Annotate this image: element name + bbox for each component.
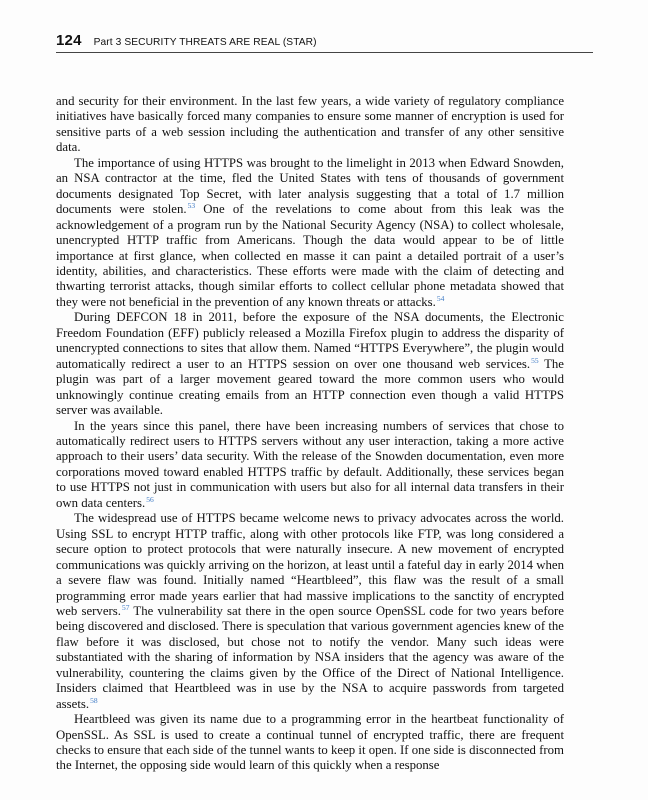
paragraph-3 [56,310,564,418]
paragraph-text: The plugin was part of a larger movement geared toward the more common users who would unknowingly continue creating emails from an HTTP connection even though a valid HTTPS server was available. [56,356,564,418]
body-text [56,94,564,774]
paragraph-text: One of the revelations to come about from this leak was the acknowledgement of a program run by the National Security Agency (NSA) to collect wholesale, unencrypted HTTP traffic from Americans. Though the data would appear to be of little importance at first glance, when collected en masse it can paint a detailed portrait of a user’s identity, abilities, and characteristics. These efforts were made with the claim of detecting and thwarting terrorist attacks, though similar efforts to collect cellular phone metadata showed that they were not beneficial in the prevention of any known threats or attacks. [56,202,564,309]
paragraph-text: and security for their environment. In the last few years, a wide variety of regulatory compliance initiatives have basically forced many companies to ensure some manner of encryption is used for sensitive parts of a web session including the authentication and transfer of any other sensitive data. [56,94,564,155]
paragraph-text: The importance of using HTTPS was brought to the limelight in 2013 when Edward Snowden, an NSA contractor at the time, fled the United States with tens of thousands of government documents designated Top Secret, with later analysis suggesting that a total of 1.7 million documents were stolen. [56,155,564,217]
footnote-ref-55[interactable]: 55 [531,355,539,365]
paragraph-text: The vulnerability sat there in the open source OpenSSL code for two years before being discovered and disclosed. There is speculation that various government agencies knew of the flaw before it was disclosed, but chose not to notify the vendor. Many such ideas were substantiated with the sharing of information by NSA insiders that the agency was aware of the vulnerability, countering the claims given by the Office of the Direct of National Intelligence. Insiders claimed that Heartbleed was in use by the NSA to acquire passwords from targeted assets. [56,603,564,711]
paragraph-text: In the years since this panel, there have been increasing numbers of services that chose to automatically redirect users to HTTPS servers without any user interaction, taking a more active approach to their users’ data security. With the release of the Snowden documentation, even more corporations moved toward enabled HTTPS traffic by default. Additionally, these services began to use HTTPS not just in communication with users but also for all internal data transfers in their own data centers. [56,418,564,510]
paragraph-text: During DEFCON 18 in 2011, before the exposure of the NSA documents, the Electronic Freedom Foundation (EFF) publicly released a Mozilla Firefox plugin to address the disparity of unencrypted connections to sites that allow them. Named “HTTPS Everywhere”, the plugin would automatically redirect a user to an HTTPS session on over one thousand web services. [56,310,564,371]
footnote-ref-56[interactable]: 56 [146,494,154,504]
page-header [56,32,317,49]
paragraph-6 [56,712,564,774]
page-number: 124 [56,32,82,49]
running-head: Part 3 SECURITY THREATS ARE REAL (STAR) [93,37,317,48]
footnote-ref-57[interactable]: 57 [121,602,130,612]
paragraph-text: Heartbleed was given its name due to a programming error in the heartbeat functionality of OpenSSL. As SSL is used to create a continual tunnel of encrypted traffic, there are frequent checks to ensure that each side of the tunnel wants to keep it open. If one side is disconnected from the Internet, the opposing side would learn of this quickly when a response [56,712,564,773]
paragraph-text: The widespread use of HTTPS became welcome news to privacy advocates across the world. Using SSL to encrypt HTTP traffic, along with other protocols like FTP, was long considered a secure option to protect protocols that were naturally insecure. A new movement of encrypted communications was quickly arriving on the horizon, at least until a fateful day in early 2014 when a severe flaw was found. Initially named “Heartbleed”, this flaw was the result of a small programming error made years earlier that had massive implications to the sanctity of encrypted web servers. [56,511,564,618]
paragraph-1 [56,94,564,156]
footnote-ref-53[interactable]: 53 [187,201,196,211]
header-rule [56,52,593,53]
paragraph-2 [56,156,564,311]
footnote-ref-58[interactable]: 58 [90,695,98,705]
footnote-ref-54[interactable]: 54 [436,293,445,303]
paragraph-5 [56,511,564,712]
paragraph-4 [56,419,564,512]
